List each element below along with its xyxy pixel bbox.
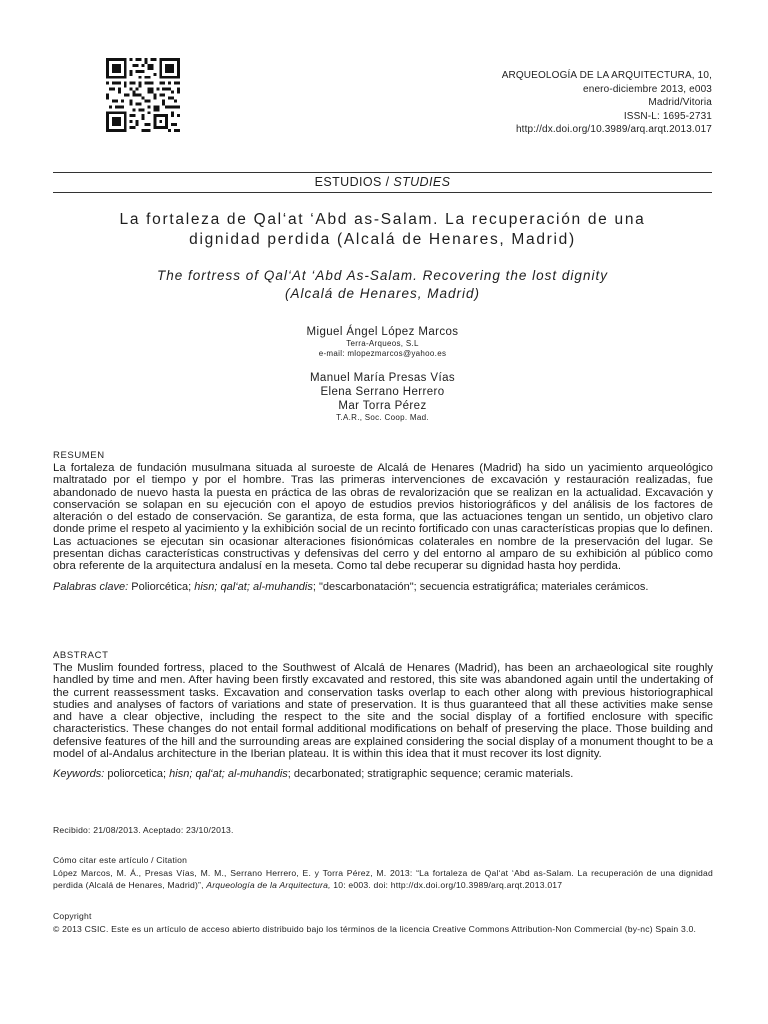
received-accepted-dates: Recibido: 21/08/2013. Aceptado: 23/10/2013. (53, 825, 234, 835)
keywords-text-italic: hisn; qal‘at; al-muhandis (169, 768, 288, 781)
authors-block (53, 325, 712, 423)
citation-text-part: López Marcos, M. Á., Presas Vías, M. M., Serrano Herrero, E. y Torra Pérez, M. 2013: “La fortaleza de Qal‘at ‘Abd as-Salam. La recuperación de una dignidad perdida (Alcalá de Henares, Madrid)”, (53, 867, 713, 890)
resumen-text: La fortaleza de fundación musulmana situada al suroeste de Alcalá de Henares (Madrid) ha sido un yacimiento arqueológico maltratado por el tiempo y por el hombre. Tras las primeras intervenciones de excavación y restauración realizadas, fue abandonado de nuevo hasta la puesta en práctica de las obras de revalorización que se realizan en la actualidad. Excavación y conservación se solapan en su ejecución con el apoyo de estudios previos historiográficos y del análisis de los factores de alteración o del estado de conservación. Se garantiza, de esta forma, que las actuaciones tengan un sentido, un objetivo claro donde prime el respeto al yacimiento y la exhibición social de un recinto fortificado con unas características propias que lo definen. Las actuaciones se ejecutan sin ocasionar alteraciones fisionómicas colaterales en nombre de la preservación del lugar. Se presentan dichas características constructivas y defensivas del cerro y del entorno al amparo de su exhibición al público como obra referente de la arquitectura andalusí en la meseta. Como tal debe recuperar su dignidad hasta hoy perdida. (53, 462, 713, 573)
copyright-section (53, 910, 713, 935)
section-label (53, 175, 712, 189)
copyright-heading: Copyright (53, 911, 92, 921)
abstract-keywords (53, 768, 713, 781)
journal-issn: ISSN-L: 1695-2731 (623, 110, 712, 122)
keywords-label: Keywords: (53, 768, 105, 781)
journal-doi-link[interactable]: http://dx.doi.org/10.3989/arq.arqt.2013.017 (515, 124, 712, 136)
author-affiliation: T.A.R., Soc. Coop. Mad. (336, 413, 429, 422)
journal-info (332, 69, 712, 137)
resumen-section (53, 450, 713, 594)
citation-heading: Cómo citar este artículo / Citation (53, 855, 188, 865)
article-title-es (70, 210, 695, 250)
keywords-text: poliorcetica; (104, 768, 170, 781)
section-label-es: ESTUDIOS / (314, 175, 394, 189)
citation-text (53, 867, 713, 892)
resumen-heading: RESUMEN (53, 450, 105, 461)
section-label-en: STUDIES (393, 175, 451, 189)
author-name: Elena Serrano Herrero (320, 386, 445, 398)
article-title-en (70, 267, 695, 302)
abstract-text: The Muslim founded fortress, placed to the Southwest of Alcalá de Henares (Madrid), has been an archaeological site roughly handled by time and men. After having been firstly excavated and restored, this site was abandoned again until the undertaking of the current reassessment tasks. Excavation and conservation tasks overlap to each other along with previous historiographical studies and analyses of factors of variations and state of preservation. It is thus guaranteed that all these activities make sense and have a clear objective, including the respect to the site and the social display of a fortified enclosure with specific characteristics. These changes do not entail formal additional modifications on behalf of preserving the place. Those building and defensive features of the hill and the surrounding areas are explained considering the social display of a monument thought to be a model of al-Andalus architecture in the Iberian plateau. It is within this idea that it must recover its lost dignity. (53, 662, 713, 761)
section-rule-bottom (53, 192, 712, 193)
qr-code-image (105, 58, 181, 132)
abstract-heading: ABSTRACT (53, 650, 109, 661)
section-rule-top (53, 172, 712, 173)
author-email[interactable]: e-mail: mlopezmarcos@yahoo.es (318, 349, 447, 358)
title-en-line: The fortress of Qal‘At ‘Abd As-Salam. Recovering the lost dignity (157, 268, 608, 283)
citation-journal: Arqueología de la Arquitectura, (206, 880, 331, 890)
author-affiliation: Terra-Arqueos, S.L (346, 339, 419, 348)
title-es-line: La fortaleza de Qal‘at ‘Abd as-Salam. La recuperación de una (119, 211, 646, 228)
title-es-line: dignidad perdida (Alcalá de Henares, Madrid) (189, 231, 576, 248)
abstract-section (53, 650, 713, 781)
journal-location: Madrid/Vitoria (648, 97, 712, 109)
keywords-text-italic: hisn; qal‘at; al-muhandis (194, 580, 313, 593)
keywords-text: ; decarbonated; stratigraphic sequence; ceramic materials. (287, 768, 574, 781)
keywords-text: ; "descarbonatación"; secuencia estratigráfica; materiales cerámicos. (312, 580, 649, 593)
journal-issue-date: enero-diciembre 2013, e003 (583, 83, 712, 95)
citation-section (53, 854, 713, 892)
author-name: Miguel Ángel López Marcos (306, 326, 459, 338)
keywords-text: Poliorcética; (128, 580, 195, 593)
citation-text-part[interactable]: 10: e003. doi: http://dx.doi.org/10.3989/arq.arqt.2013.017 (330, 880, 563, 890)
author-name: Mar Torra Pérez (338, 400, 427, 412)
resumen-keywords (53, 581, 713, 594)
author-name: Manuel María Presas Vías (309, 372, 456, 384)
keywords-label: Palabras clave: (53, 580, 129, 593)
copyright-text: © 2013 CSIC. Este es un artículo de acceso abierto distribuido bajo los términos de la licencia Creative Commons Attribution-Non Commercial (by-nc) Spain 3.0. (53, 923, 697, 934)
journal-name: ARQUEOLOGÍA DE LA ARQUITECTURA, 10, (501, 70, 712, 81)
title-en-line: (Alcalá de Henares, Madrid) (284, 285, 481, 301)
